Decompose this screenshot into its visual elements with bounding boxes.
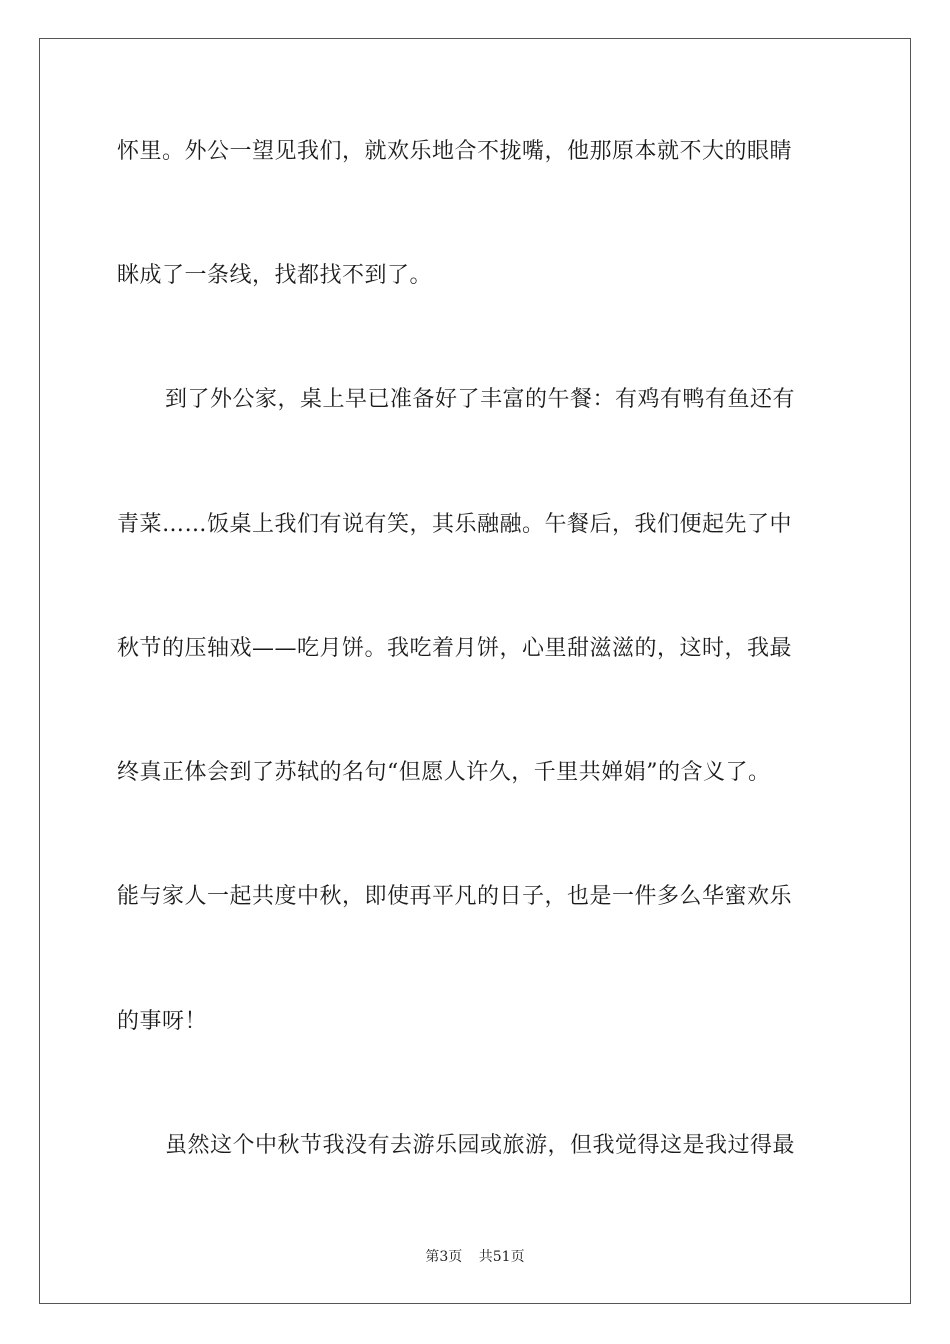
text-line: 青菜……饭桌上我们有说有笑，其乐融融。午餐后，我们便起先了中 [117, 512, 793, 537]
page-footer [0, 1247, 950, 1267]
text-line: 能与家人一起共度中秋，即使再平凡的日子，也是一件多么华蜜欢乐 [117, 884, 793, 909]
text-line: 秋节的压轴戏——吃月饼。我吃着月饼，心里甜滋滋的，这时，我最 [117, 636, 793, 661]
page-number: 第3页 [425, 1249, 463, 1265]
paragraph-start-line: 虽然这个中秋节我没有去游乐园或旅游，但我觉得这是我过得最 [165, 1133, 796, 1158]
page-frame [39, 38, 911, 1304]
paragraph-start-line: 到了外公家，桌上早已准备好了丰富的午餐：有鸡有鸭有鱼还有 [165, 387, 796, 412]
text-line: 眯成了一条线，找都找不到了。 [117, 263, 433, 288]
text-line: 终真正体会到了苏轼的名句“但愿人许久，千里共婵娟”的含义了。 [117, 760, 771, 785]
total-pages: 共51页 [478, 1249, 525, 1265]
text-line: 怀里。外公一望见我们，就欢乐地合不拢嘴，他那原本就不大的眼睛 [117, 139, 793, 164]
text-line: 的事呀！ [117, 1009, 208, 1034]
